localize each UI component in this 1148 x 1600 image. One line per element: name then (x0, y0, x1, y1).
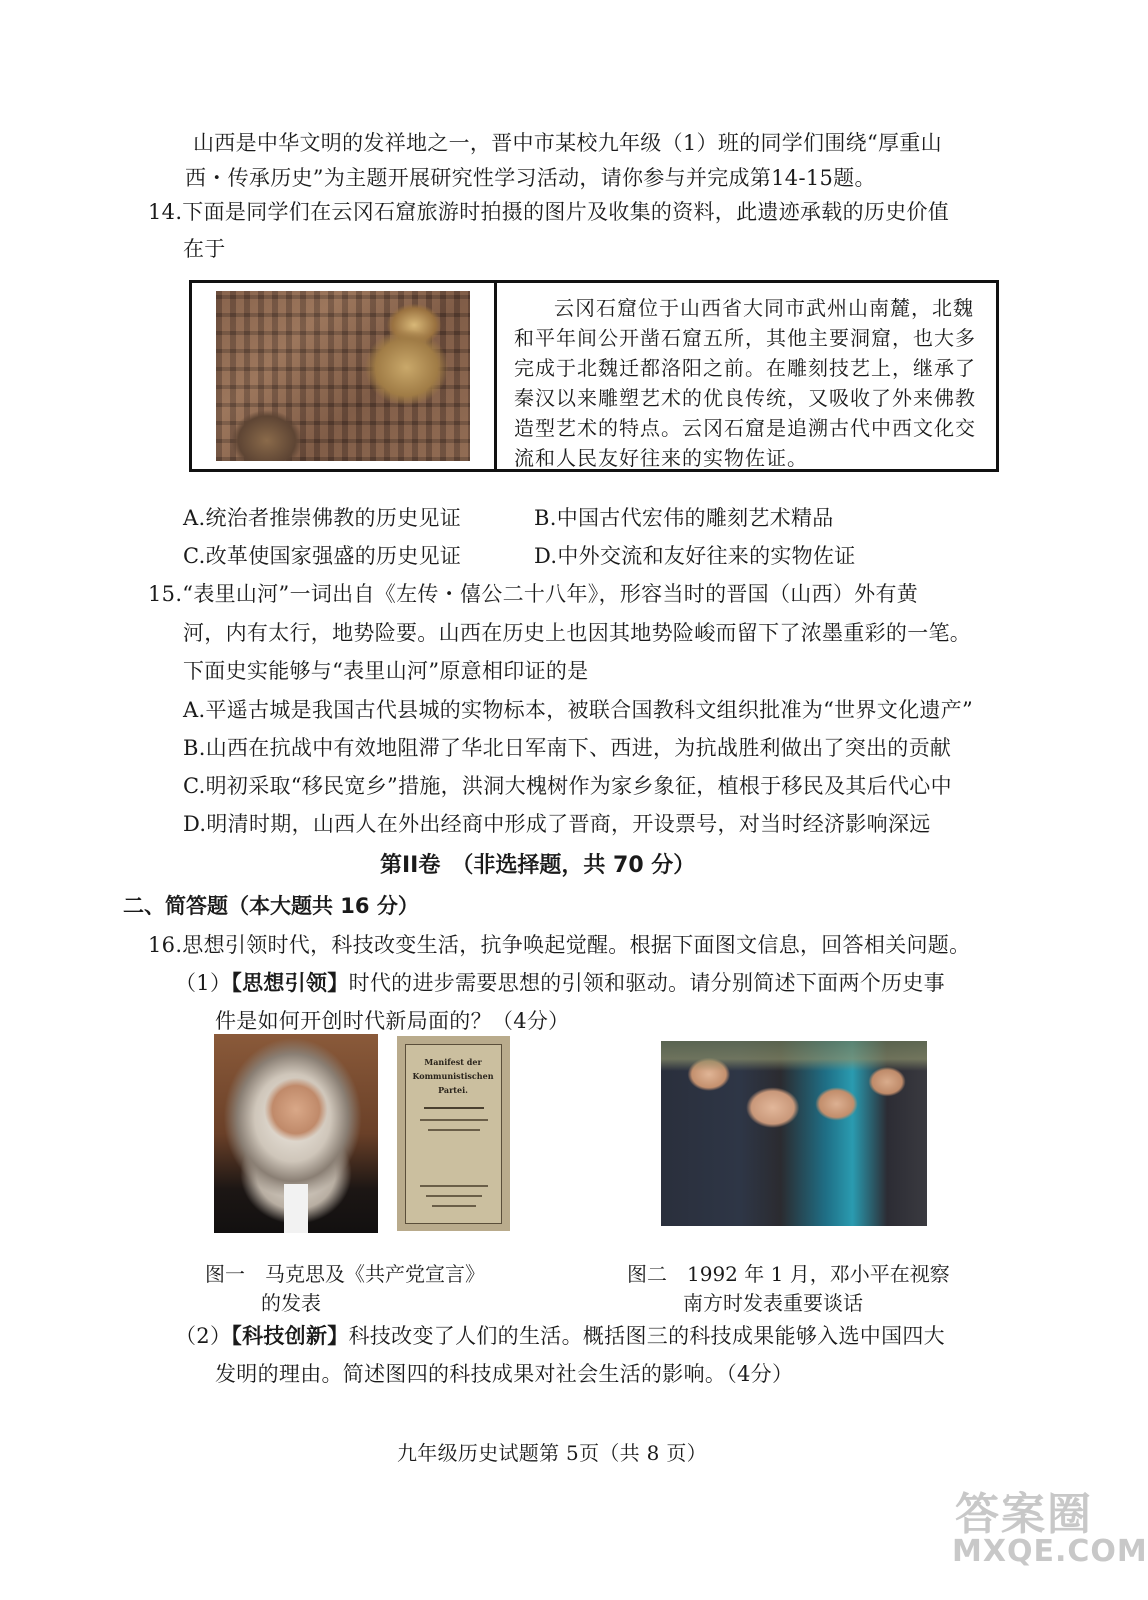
box-divider (494, 283, 497, 469)
q14-material-box (189, 280, 999, 472)
q14-stem-line-2: 在于 (183, 237, 226, 261)
q16-sub2-tag: 【科技创新】 (231, 1324, 349, 1348)
q16-sub1-number: （1） (175, 971, 232, 995)
shirt-collar (284, 1184, 308, 1233)
intro-line-1: 山西是中华文明的发祥地之一，晋中市某校九年级（1）班的同学们围绕“厚重山 (193, 131, 942, 155)
q16-sub2-number: （2） (175, 1324, 232, 1348)
section-title: 二、简答题（本大题共 16 分） (123, 894, 419, 918)
q16-stem: 16.思想引领时代，科技改变生活，抗争唤起觉醒。根据下面图文信息，回答相关问题。 (148, 933, 971, 957)
q14-stem-line-1: 14.下面是同学们在云冈石窟旅游时拍摄的图片及收集的资料，此遗迹承载的历史价值 (148, 200, 950, 224)
q16-sub2-text: 科技改变了人们的生活。概括图三的科技成果能够入选中国四大 (348, 1324, 945, 1348)
communist-manifesto-cover (397, 1036, 510, 1231)
figure2-caption-line-2: 南方时发表重要谈话 (683, 1291, 863, 1315)
q16-sub1-text: 时代的进步需要思想的引领和驱动。请分别简述下面两个历史事 (348, 971, 945, 995)
watermark-logo: 答案圈 (955, 1489, 1093, 1540)
q14-option-d: D.中外交流和友好往来的实物佐证 (534, 544, 856, 568)
q16-sub2-line-2: 发明的理由。简述图四的科技成果对社会生活的影响。（4分） (215, 1362, 794, 1386)
q16-sub1-tag: 【思想引领】 (231, 971, 349, 995)
q15-option-d: D.明清时期，山西人在外出经商中形成了晋商，开设票号，对当时经济影响深远 (183, 812, 931, 836)
q16-sub1-line-2: 件是如何开创时代新局面的？（4分） (215, 1009, 570, 1033)
q16-sub2-line-1 (175, 1320, 945, 1350)
intro-line-2: 西・传承历史”为主题开展研究性学习活动，请你参与并完成第14-15题。 (185, 166, 876, 190)
q15-option-c: C.明初采取“移民宽乡”措施，洪洞大槐树作为家乡象征，植根于移民及其后代心中 (183, 774, 952, 798)
q15-stem-line-3: 下面史实能够与“表里山河”原意相印证的是 (183, 659, 589, 683)
q14-option-b: B.中国古代宏伟的雕刻艺术精品 (534, 506, 834, 530)
yungang-grottoes-photo (216, 291, 470, 461)
marx-portrait (214, 1034, 378, 1233)
yungang-passage: 云冈石窟位于山西省大同市武州山南麓，北魏和平年间公开凿石窟五所，其他主要洞窟，也大多完成于北魏迁都洛阳之前。在雕刻技艺上，继承了秦汉以来雕塑艺术的优良传统，又吸收了外来佛教造型艺术的特点。云冈石窟是追溯古代中西文化交流和人民友好往来的实物佐证。 (514, 296, 976, 470)
deng-xiaoping-southern-tour-photo (661, 1041, 927, 1226)
q15-option-b: B.山西在抗战中有效地阻滞了华北日军南下、西进，为抗战胜利做出了突出的贡献 (183, 736, 952, 760)
part2-title: 第II卷 （非选择题，共 70 分） (380, 853, 696, 878)
figure2-caption-line-1: 图二 1992 年 1 月，邓小平在视察 (627, 1262, 950, 1286)
q16-sub1-line-1 (175, 967, 945, 997)
q14-option-a: A.统治者推崇佛教的历史见证 (183, 506, 462, 530)
watermark-url: MXQE.COM (952, 1534, 1148, 1569)
page-footer: 九年级历史试题第 5页（共 8 页） (397, 1441, 707, 1465)
q15-option-a: A.平遥古城是我国古代县城的实物标本，被联合国教科文组织批准为“世界文化遗产” (183, 698, 974, 722)
manifesto-title: Manifest der Kommunistischen Partei. (412, 1057, 494, 1095)
figure1-caption-line-2: 的发表 (261, 1291, 321, 1315)
q14-option-c: C.改革使国家强盛的历史见证 (183, 544, 462, 568)
q15-stem-line-2: 河，内有太行，地势险要。山西在历史上也因其地势险峻而留下了浓墨重彩的一笔。 (183, 621, 972, 645)
q15-stem-line-1: 15.“表里山河”一词出自《左传・僖公二十八年》，形容当时的晋国（山西）外有黄 (148, 582, 919, 606)
figure1-caption-line-1: 图一 马克思及《共产党宣言》 (205, 1262, 485, 1286)
